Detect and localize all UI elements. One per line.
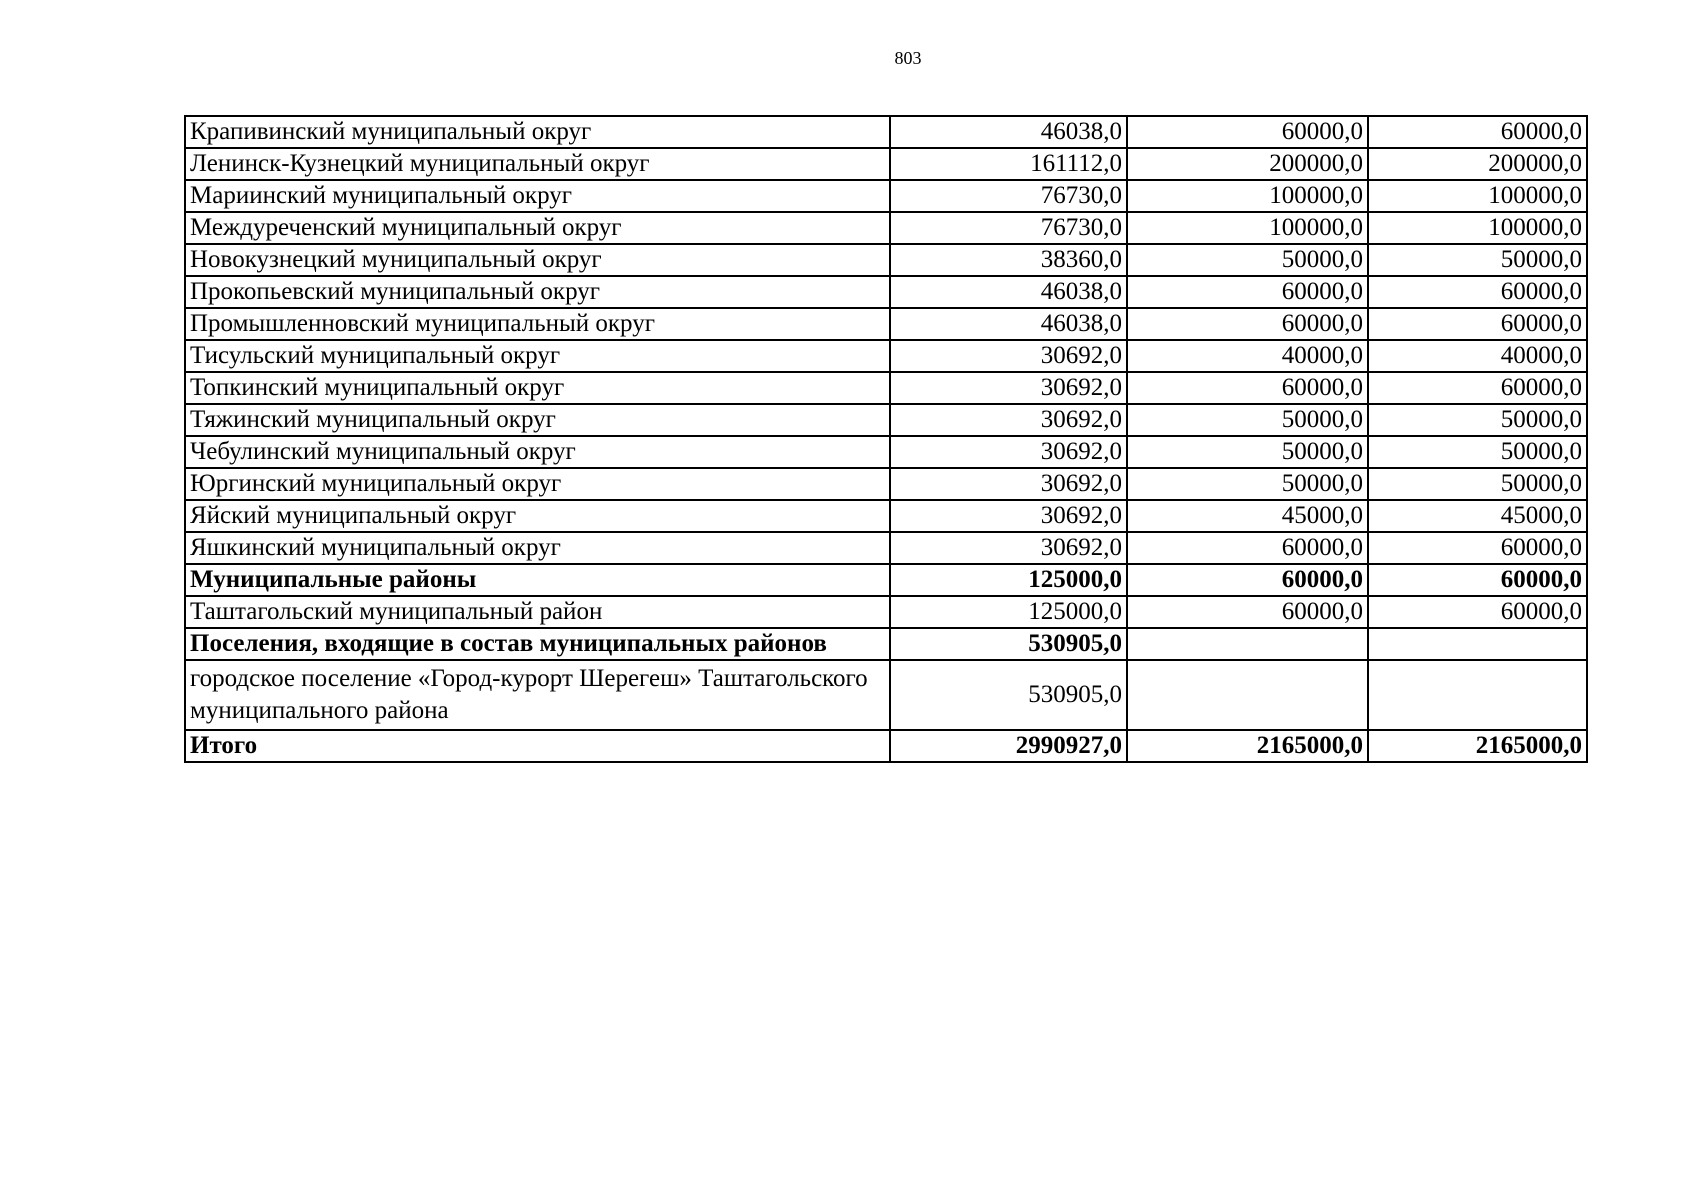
row-value-1-cell: 125000,0: [890, 596, 1127, 628]
table-row: [185, 564, 1587, 596]
row-name-cell: Прокопьевский муниципальный округ: [185, 276, 890, 308]
row-value-1-cell: 125000,0: [890, 564, 1127, 596]
row-value-3-cell: 60000,0: [1368, 372, 1587, 404]
row-value-2-cell: 100000,0: [1127, 212, 1368, 244]
row-value-1-cell: 30692,0: [890, 532, 1127, 564]
row-value-1-cell: 76730,0: [890, 212, 1127, 244]
row-value-2-cell: 60000,0: [1127, 532, 1368, 564]
row-value-3-cell: 2165000,0: [1368, 730, 1587, 762]
row-value-3-cell: 100000,0: [1368, 212, 1587, 244]
row-name-cell: Чебулинский муниципальный округ: [185, 436, 890, 468]
row-value-1-cell: 46038,0: [890, 308, 1127, 340]
row-value-2-cell: 100000,0: [1127, 180, 1368, 212]
table-row: [185, 116, 1587, 148]
row-value-1-cell: 30692,0: [890, 468, 1127, 500]
row-value-2-cell: 50000,0: [1127, 468, 1368, 500]
row-value-2-cell: [1127, 660, 1368, 730]
row-value-2-cell: 60000,0: [1127, 564, 1368, 596]
table-row: [185, 500, 1587, 532]
row-value-1-cell: 46038,0: [890, 276, 1127, 308]
row-value-3-cell: 60000,0: [1368, 116, 1587, 148]
row-name-cell: Новокузнецкий муниципальный округ: [185, 244, 890, 276]
table-row: [185, 212, 1587, 244]
row-value-3-cell: 200000,0: [1368, 148, 1587, 180]
row-value-3-cell: 60000,0: [1368, 532, 1587, 564]
row-value-1-cell: 46038,0: [890, 116, 1127, 148]
row-value-3-cell: [1368, 660, 1587, 730]
row-name-cell: Яшкинский муниципальный округ: [185, 532, 890, 564]
row-value-2-cell: 60000,0: [1127, 372, 1368, 404]
table-row: [185, 730, 1587, 762]
row-value-3-cell: 50000,0: [1368, 244, 1587, 276]
row-name-cell: Итого: [185, 730, 890, 762]
row-value-2-cell: 50000,0: [1127, 404, 1368, 436]
row-value-3-cell: 40000,0: [1368, 340, 1587, 372]
table-row: [185, 308, 1587, 340]
table-row: [185, 436, 1587, 468]
table-row: [185, 244, 1587, 276]
row-value-1-cell: 530905,0: [890, 660, 1127, 730]
table-row: [185, 468, 1587, 500]
row-value-1-cell: 2990927,0: [890, 730, 1127, 762]
row-value-1-cell: 30692,0: [890, 340, 1127, 372]
row-name-cell: Крапивинский муниципальный округ: [185, 116, 890, 148]
table-row: [185, 180, 1587, 212]
row-name-cell: Таштагольский муниципальный район: [185, 596, 890, 628]
row-value-3-cell: 50000,0: [1368, 468, 1587, 500]
row-value-2-cell: 50000,0: [1127, 436, 1368, 468]
row-value-1-cell: 30692,0: [890, 404, 1127, 436]
row-value-1-cell: 30692,0: [890, 436, 1127, 468]
row-value-3-cell: 60000,0: [1368, 596, 1587, 628]
table-row: [185, 340, 1587, 372]
row-value-1-cell: 530905,0: [890, 628, 1127, 660]
row-value-3-cell: 50000,0: [1368, 436, 1587, 468]
table-row: [185, 372, 1587, 404]
row-value-2-cell: 40000,0: [1127, 340, 1368, 372]
row-value-2-cell: 50000,0: [1127, 244, 1368, 276]
row-value-3-cell: 60000,0: [1368, 308, 1587, 340]
row-value-2-cell: [1127, 628, 1368, 660]
row-name-cell: Междуреченский муниципальный округ: [185, 212, 890, 244]
row-value-1-cell: 76730,0: [890, 180, 1127, 212]
row-value-1-cell: 161112,0: [890, 148, 1127, 180]
page-number: 803: [894, 48, 922, 68]
row-name-cell: Промышленновский муниципальный округ: [185, 308, 890, 340]
row-value-3-cell: 45000,0: [1368, 500, 1587, 532]
budget-table-body: [185, 116, 1587, 762]
row-name-cell: Тяжинский муниципальный округ: [185, 404, 890, 436]
row-name-cell: Яйский муниципальный округ: [185, 500, 890, 532]
row-value-3-cell: 60000,0: [1368, 276, 1587, 308]
row-value-3-cell: 50000,0: [1368, 404, 1587, 436]
budget-table: [184, 115, 1588, 763]
row-value-1-cell: 30692,0: [890, 372, 1127, 404]
table-row: [185, 532, 1587, 564]
row-value-2-cell: 60000,0: [1127, 276, 1368, 308]
row-value-2-cell: 60000,0: [1127, 596, 1368, 628]
table-row: [185, 596, 1587, 628]
row-value-1-cell: 30692,0: [890, 500, 1127, 532]
row-value-3-cell: 100000,0: [1368, 180, 1587, 212]
row-name-cell: Тисульский муниципальный округ: [185, 340, 890, 372]
table-row: [185, 148, 1587, 180]
row-value-2-cell: 45000,0: [1127, 500, 1368, 532]
row-value-2-cell: 60000,0: [1127, 116, 1368, 148]
row-name-cell: Ленинск-Кузнецкий муниципальный округ: [185, 148, 890, 180]
table-row: [185, 628, 1587, 660]
row-name-cell: Топкинский муниципальный округ: [185, 372, 890, 404]
table-row: [185, 404, 1587, 436]
row-name-cell: городское поселение «Город-курорт Шерегеш» Таштагольского муниципального района: [185, 660, 890, 730]
row-value-3-cell: 60000,0: [1368, 564, 1587, 596]
row-value-2-cell: 200000,0: [1127, 148, 1368, 180]
row-value-3-cell: [1368, 628, 1587, 660]
table-row: [185, 660, 1587, 730]
row-value-1-cell: 38360,0: [890, 244, 1127, 276]
row-value-2-cell: 60000,0: [1127, 308, 1368, 340]
row-value-2-cell: 2165000,0: [1127, 730, 1368, 762]
row-name-cell: Муниципальные районы: [185, 564, 890, 596]
row-name-cell: Мариинский муниципальный округ: [185, 180, 890, 212]
table-row: [185, 276, 1587, 308]
row-name-cell: Юргинский муниципальный округ: [185, 468, 890, 500]
row-name-cell: Поселения, входящие в состав муниципальных районов: [185, 628, 890, 660]
